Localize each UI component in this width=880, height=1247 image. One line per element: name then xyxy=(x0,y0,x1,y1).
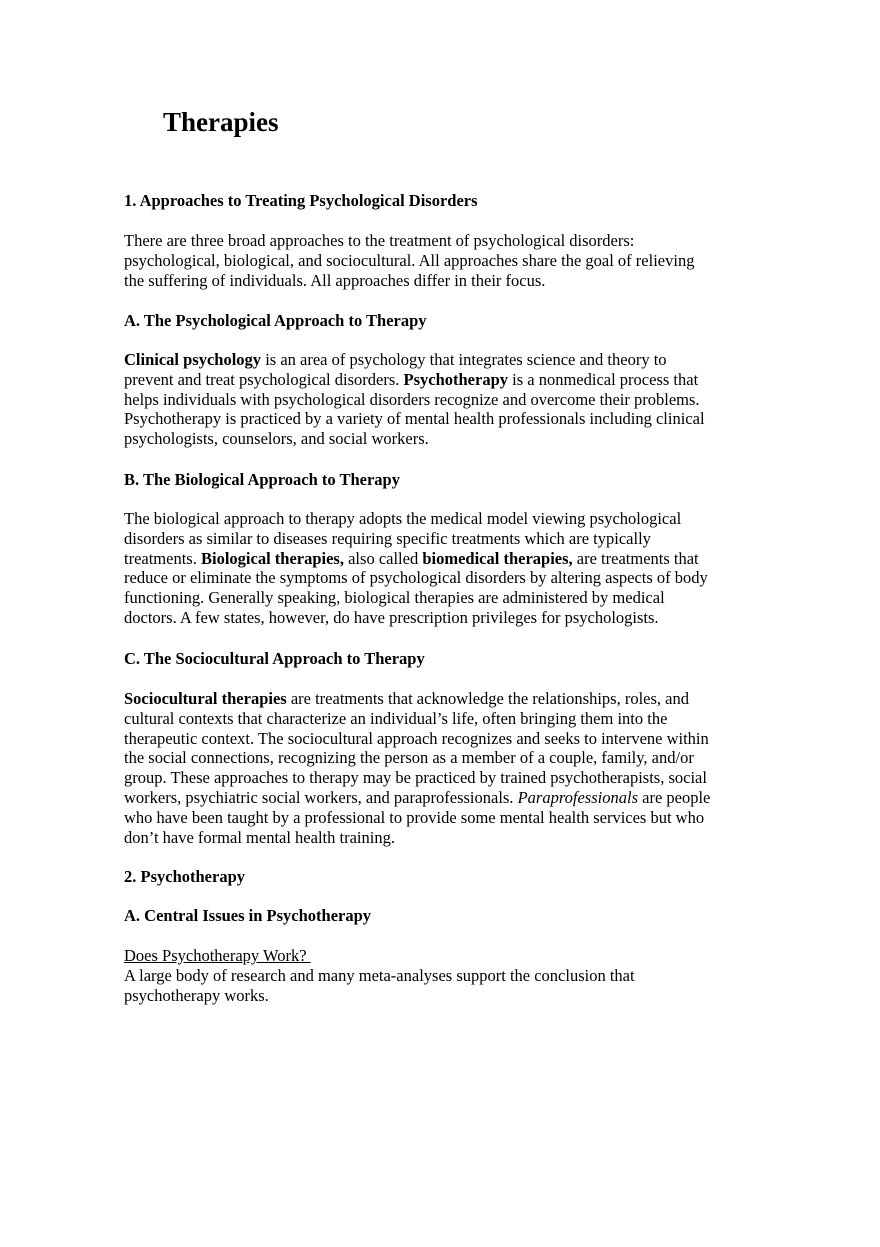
text-run: workers, psychiatric social workers, and paraprofessionals. xyxy=(124,787,518,807)
paragraph-line xyxy=(124,788,764,808)
paragraph-line: disorders as similar to diseases requiring specific treatments which are typically xyxy=(124,528,651,548)
paragraph-line: psychotherapy works. xyxy=(124,985,269,1005)
section-1a-paragraph xyxy=(124,350,764,449)
paragraph-line xyxy=(124,350,764,370)
section-1-heading: 1. Approaches to Treating Psychological Disorders xyxy=(124,191,478,210)
paragraph-line: who have been taught by a professional to provide some mental health services but who xyxy=(124,807,705,827)
paragraph-line: The biological approach to therapy adopts the medical model viewing psychological xyxy=(124,509,682,528)
section-1-intro-paragraph xyxy=(124,231,764,290)
paragraph-line xyxy=(124,549,764,569)
paragraph-line: Psychotherapy is practiced by a variety of mental health professionals including clinical xyxy=(124,409,705,429)
paragraph-line: functioning. Generally speaking, biological therapies are administered by medical xyxy=(124,588,665,608)
text-run: are treatments that acknowledge the relationships, roles, and xyxy=(286,689,689,708)
paragraph-line xyxy=(124,689,764,709)
paragraph-line: the suffering of individuals. All approaches differ in their focus. xyxy=(124,270,546,290)
section-2-heading: 2. Psychotherapy xyxy=(124,867,245,886)
term-sociocultural-therapies: Sociocultural therapies xyxy=(124,689,287,708)
paragraph-line: reduce or eliminate the symptoms of psychological disorders by altering aspects of body xyxy=(124,568,708,588)
subheading-does-psychotherapy-work: Does Psychotherapy Work? xyxy=(124,946,311,965)
term-psychotherapy: Psychotherapy xyxy=(403,369,508,389)
text-run: is a nonmedical process that xyxy=(508,369,699,389)
paragraph-line: don’t have formal mental health training. xyxy=(124,827,395,847)
paragraph-line: doctors. A few states, however, do have prescription privileges for psychologists. xyxy=(124,607,659,627)
term-biomedical-therapies: biomedical therapies, xyxy=(422,548,573,568)
text-run: prevent and treat psychological disorders. xyxy=(124,369,404,389)
text-run: also called xyxy=(343,548,423,568)
text-run: are people xyxy=(638,787,711,807)
term-paraprofessionals: Paraprofessionals xyxy=(517,787,638,807)
section-2a-heading: A. Central Issues in Psychotherapy xyxy=(124,906,372,925)
paragraph-line: helps individuals with psychological disorders recognize and overcome their problems. xyxy=(124,389,700,409)
section-1c-heading: C. The Sociocultural Approach to Therapy xyxy=(124,649,425,668)
page-title: Therapies xyxy=(163,107,279,137)
paragraph-line: group. These approaches to therapy may be practiced by trained psychotherapists, social xyxy=(124,768,707,788)
text-run: is an area of psychology that integrates science and theory to xyxy=(261,350,667,369)
paragraph-line: therapeutic context. The sociocultural approach recognizes and seeks to intervene within xyxy=(124,728,709,748)
paragraph-line xyxy=(124,370,764,390)
section-1b-paragraph xyxy=(124,509,764,628)
section-1a-heading: A. The Psychological Approach to Therapy xyxy=(124,311,427,330)
term-biological-therapies: Biological therapies, xyxy=(200,548,344,568)
paragraph-line: cultural contexts that characterize an individual’s life, often bringing them into the xyxy=(124,708,668,728)
paragraph-line: psychological, biological, and sociocultural. All approaches share the goal of relieving xyxy=(124,250,695,270)
section-2a-paragraph xyxy=(124,946,764,1005)
paragraph-line: the social connections, recognizing the person as a member of a couple, family, and/or xyxy=(124,748,694,768)
paragraph-line: A large body of research and many meta-analyses support the conclusion that xyxy=(124,965,635,985)
paragraph-line: psychologists, counselors, and social workers. xyxy=(124,429,429,449)
section-1c-paragraph xyxy=(124,689,764,847)
text-run: are treatments that xyxy=(572,548,699,568)
section-1b-heading: B. The Biological Approach to Therapy xyxy=(124,470,400,489)
paragraph-line: There are three broad approaches to the treatment of psychological disorders: xyxy=(124,231,635,250)
term-clinical-psychology: Clinical psychology xyxy=(124,350,262,369)
text-run: treatments. xyxy=(124,548,201,568)
